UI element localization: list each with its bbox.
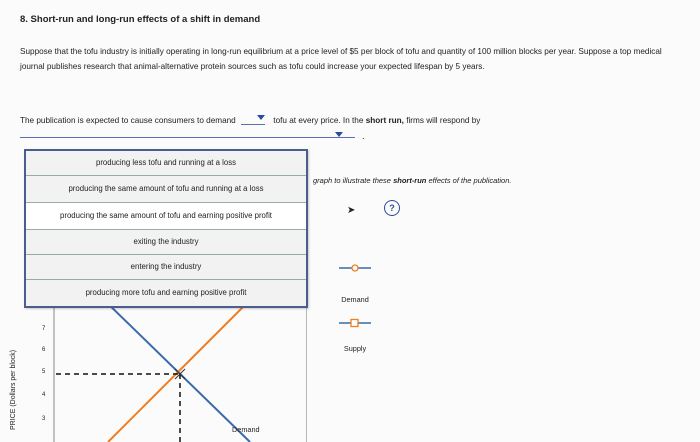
menu-item-exit[interactable]: exiting the industry [26,230,306,255]
help-icon[interactable]: ? [384,200,400,216]
question-text-bold: short run, [365,116,404,125]
question-text-2: tofu at every price. In the [273,116,364,125]
legend-supply-label: Supply [343,344,367,353]
instruction-prefix: graph to illustrate these [313,176,391,185]
y-tick-5: 5 [42,369,46,375]
y-tick-3: 3 [42,416,46,422]
y-axis-label: PRICE (Dollars per block) [10,349,17,430]
firm-response-menu [24,149,308,308]
sentence-period: . [362,131,365,141]
question-text-3: firms will respond by [406,116,481,125]
instruction-suffix: effects of the publication. [428,176,512,185]
demand-curve-label: Demand [232,425,260,434]
menu-item-enter[interactable]: entering the industry [26,255,306,280]
question-paragraph: Suppose that the tofu industry is initially operating in long-run equilibrium at a price level of $5 per block of tofu and quantity of 100 million blocks per year. Suppose a top medical journal publishes research that animal-alternative protein sources such as tofu could increase your expected lifespan by 5 years. [20,47,662,71]
menu-item-less-loss[interactable]: producing less tofu and running at a loss [26,151,306,176]
y-tick-7: 7 [42,326,46,332]
cursor-icon: ➤ [347,205,356,216]
question-title: 8. Short-run and long-run effects of a shift in demand [20,14,261,25]
y-tick-4: 4 [42,392,46,398]
menu-item-more-profit[interactable]: producing more tofu and earning positive profit [26,280,306,306]
y-tick-6: 6 [42,347,46,353]
menu-item-same-loss[interactable]: producing the same amount of tofu and running at a loss [26,176,306,203]
instruction-bold: short-run [393,176,427,185]
legend-demand-label: Demand [341,295,369,304]
question-text-1: The publication is expected to cause consumers to demand [20,116,236,125]
menu-item-same-profit[interactable]: producing the same amount of tofu and earning positive profit [26,203,306,230]
